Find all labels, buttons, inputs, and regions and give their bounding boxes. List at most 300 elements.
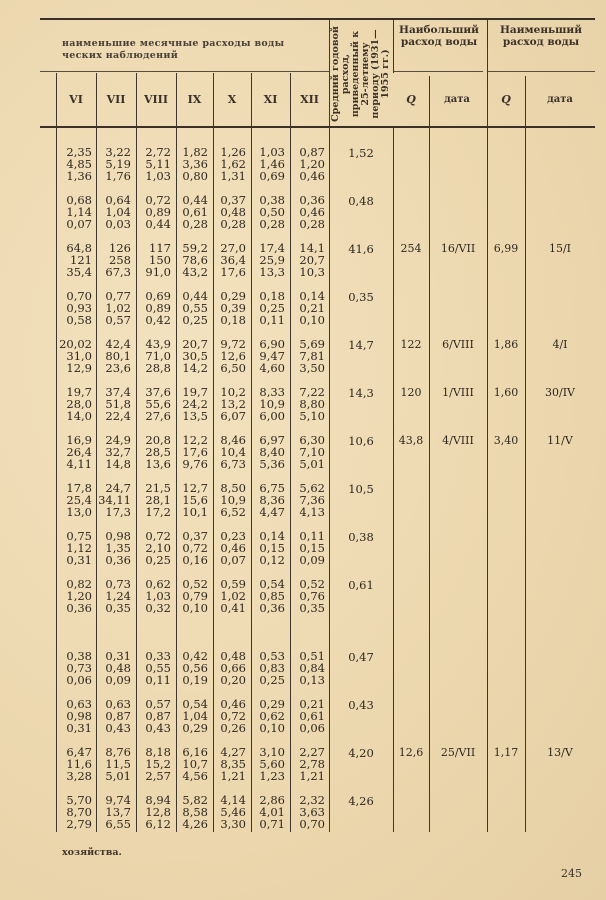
month-cell-ix (168, 242, 208, 278)
max-value: 0,15 (299, 541, 325, 555)
month-cell-ix (168, 434, 208, 470)
max-value: 8,70 (66, 805, 92, 819)
month-cell-viii (131, 194, 171, 230)
month-cell-vi (52, 146, 92, 182)
month-cell-vi (52, 482, 92, 518)
min-q-value: 3,40 (493, 434, 519, 447)
max-q-value: 43,8 (398, 434, 424, 447)
avg-annual-discharge-header (329, 22, 393, 125)
top-rule (40, 18, 595, 20)
max-value: 0,72 (182, 541, 208, 555)
avg-annual-value: 4,26 (348, 794, 374, 808)
mean-value: 0,18 (259, 289, 285, 303)
month-cell-xi (245, 290, 285, 326)
max-value: 8,80 (299, 397, 325, 411)
mean-value: 117 (149, 241, 171, 255)
min-value: 0,41 (220, 601, 246, 615)
min-value: 0,35 (105, 601, 131, 615)
month-header-xii: XII (300, 92, 319, 106)
min-value: 0,43 (145, 721, 171, 735)
min-discharge-header: Наименьший расход воды (500, 24, 582, 48)
mean-value: 0,64 (105, 193, 131, 207)
mean-value: 6,47 (66, 745, 92, 759)
mean-value: 24,9 (105, 433, 131, 447)
month-cell-vii (91, 746, 131, 782)
min-value: 0,09 (299, 553, 325, 567)
month-cell-vii (91, 290, 131, 326)
min-value: 0,06 (66, 673, 92, 687)
mean-value: 19,7 (182, 385, 208, 399)
month-cell-vii (91, 434, 131, 470)
month-cell-x (206, 242, 246, 278)
month-header-viii: VIII (144, 92, 168, 106)
mean-value: 19,7 (66, 385, 92, 399)
column-divider (329, 128, 330, 832)
min-value: 0,36 (105, 553, 131, 567)
max-value: 0,79 (182, 589, 208, 603)
max-value: 0,83 (259, 661, 285, 675)
max-value: 26,4 (66, 445, 92, 459)
month-cell-vi (52, 290, 92, 326)
avg-annual-value: 0,38 (348, 530, 374, 544)
min-value: 0,18 (220, 313, 246, 327)
month-cell-vii (91, 146, 131, 182)
mean-value: 5,82 (182, 793, 208, 807)
column-divider (393, 20, 394, 73)
month-cell-xii (285, 434, 325, 470)
max-date-value: 16/VII (440, 242, 476, 255)
max-value: 32,7 (105, 445, 131, 459)
max-value: 0,62 (259, 709, 285, 723)
mean-value: 1,26 (220, 145, 246, 159)
column-divider (393, 128, 394, 832)
header-separator (40, 71, 329, 72)
avg-annual-value: 14,3 (348, 386, 374, 400)
mean-value: 0,53 (259, 649, 285, 663)
min-value: 23,6 (105, 361, 131, 375)
max-value: 0,25 (259, 301, 285, 315)
min-value: 13,5 (182, 409, 208, 423)
max-value: 5,11 (145, 157, 171, 171)
month-cell-vii (91, 578, 131, 614)
max-value: 20,7 (299, 253, 325, 267)
mean-value: 0,57 (145, 697, 171, 711)
min-q-value: 1,17 (493, 746, 519, 759)
mean-value: 0,82 (66, 577, 92, 591)
min-value: 17,2 (145, 505, 171, 519)
max-value: 0,66 (220, 661, 246, 675)
max-value: 30,5 (182, 349, 208, 363)
min-value: 1,31 (220, 169, 246, 183)
min-value: 43,2 (182, 265, 208, 279)
mean-value: 0,54 (259, 577, 285, 591)
month-cell-x (206, 794, 246, 830)
max-value: 0,89 (145, 301, 171, 315)
max-value: 121 (70, 253, 92, 267)
max-value: 3,63 (299, 805, 325, 819)
mean-value: 1,03 (259, 145, 285, 159)
min-value: 27,6 (145, 409, 171, 423)
month-cell-vii (91, 482, 131, 518)
mean-value: 0,29 (259, 697, 285, 711)
min-value: 91,0 (145, 265, 171, 279)
max-value: 1,14 (66, 205, 92, 219)
avg-annual-value: 10,6 (348, 434, 374, 448)
min-value: 10,1 (182, 505, 208, 519)
max-value: 2,10 (145, 541, 171, 555)
column-divider (429, 128, 430, 832)
max-date-value: 6/VIII (442, 338, 474, 351)
max-value: 2,78 (299, 757, 325, 771)
max-date-header: дата (444, 93, 470, 105)
mean-value: 37,4 (105, 385, 131, 399)
month-cell-ix (168, 386, 208, 422)
month-cell-viii (131, 386, 171, 422)
month-cell-viii (131, 530, 171, 566)
min-value: 0,25 (182, 313, 208, 327)
min-value: 17,3 (105, 505, 131, 519)
min-date-value: 15/I (548, 242, 572, 255)
min-value: 4,56 (182, 769, 208, 783)
max-value: 12,6 (220, 349, 246, 363)
month-cell-ix (168, 578, 208, 614)
max-value: 5,60 (259, 757, 285, 771)
min-value: 0,03 (105, 217, 131, 231)
mean-value: 0,87 (299, 145, 325, 159)
month-header-vii: VII (106, 92, 126, 106)
mean-value: 8,33 (259, 385, 285, 399)
min-value: 0,10 (182, 601, 208, 615)
month-cell-ix (168, 194, 208, 230)
min-value: 2,79 (66, 817, 92, 831)
max-value: 0,46 (299, 205, 325, 219)
min-value: 17,6 (220, 265, 246, 279)
max-value: 25,4 (66, 493, 92, 507)
month-cell-x (206, 194, 246, 230)
min-value: 13,0 (66, 505, 92, 519)
min-value: 1,03 (145, 169, 171, 183)
min-value: 0,16 (182, 553, 208, 567)
mean-value: 2,27 (299, 745, 325, 759)
min-value: 0,31 (66, 721, 92, 735)
column-divider (329, 73, 330, 126)
mean-value: 5,70 (66, 793, 92, 807)
min-value: 9,76 (182, 457, 208, 471)
avg-annual-value: 0,47 (348, 650, 374, 664)
month-cell-viii (131, 146, 171, 182)
month-cell-viii (131, 794, 171, 830)
mean-value: 6,75 (259, 481, 285, 495)
min-value: 0,43 (105, 721, 131, 735)
max-value: 0,56 (182, 661, 208, 675)
min-value: 2,57 (145, 769, 171, 783)
month-cell-xi (245, 242, 285, 278)
month-cell-xii (285, 146, 325, 182)
month-cell-vii (91, 386, 131, 422)
month-cell-xi (245, 698, 285, 734)
avg-annual-value: 0,61 (348, 578, 374, 592)
mean-value: 0,11 (299, 529, 325, 543)
max-value: 71,0 (145, 349, 171, 363)
month-cell-vii (91, 794, 131, 830)
mean-value: 16,9 (66, 433, 92, 447)
max-value: 0,73 (66, 661, 92, 675)
mean-value: 4,14 (220, 793, 246, 807)
min-value: 0,28 (259, 217, 285, 231)
mean-value: 21,5 (145, 481, 171, 495)
max-value: 3,36 (182, 157, 208, 171)
column-divider (525, 128, 526, 832)
page-number: 245 (561, 867, 582, 880)
month-cell-viii (131, 338, 171, 374)
mean-value: 12,7 (182, 481, 208, 495)
month-cell-ix (168, 746, 208, 782)
mean-value: 0,38 (66, 649, 92, 663)
month-cell-xi (245, 434, 285, 470)
min-date-value: 11/V (547, 434, 573, 447)
min-value: 10,3 (299, 265, 325, 279)
month-cell-vii (91, 698, 131, 734)
month-cell-vi (52, 338, 92, 374)
avg-annual-value: 0,35 (348, 290, 374, 304)
min-value: 6,12 (145, 817, 171, 831)
min-value: 0,20 (220, 673, 246, 687)
column-divider (329, 20, 330, 73)
mean-value: 0,31 (105, 649, 131, 663)
mean-value: 0,46 (220, 697, 246, 711)
max-value: 17,6 (182, 445, 208, 459)
mean-value: 17,4 (259, 241, 285, 255)
max-value: 5,46 (220, 805, 246, 819)
min-date-value: 13/V (547, 746, 573, 759)
max-value: 1,62 (220, 157, 246, 171)
max-value: 0,39 (220, 301, 246, 315)
max-value: 11,5 (105, 757, 131, 771)
mean-value: 10,2 (220, 385, 246, 399)
mean-value: 0,70 (66, 289, 92, 303)
mean-value: 3,10 (259, 745, 285, 759)
month-cell-viii (131, 290, 171, 326)
month-cell-xi (245, 578, 285, 614)
max-value: 9,47 (259, 349, 285, 363)
month-cell-xii (285, 794, 325, 830)
mean-value: 8,18 (145, 745, 171, 759)
max-value: 150 (149, 253, 171, 267)
max-q-value: 122 (400, 338, 422, 351)
column-divider (213, 73, 214, 126)
min-date-value: 4/I (552, 338, 568, 351)
mean-value: 5,69 (299, 337, 325, 351)
mean-value: 0,29 (220, 289, 246, 303)
mean-value: 0,14 (299, 289, 325, 303)
mean-value: 20,8 (145, 433, 171, 447)
mean-value: 1,82 (182, 145, 208, 159)
mean-value: 0,52 (299, 577, 325, 591)
min-value: 0,10 (259, 721, 285, 735)
min-value: 0,09 (105, 673, 131, 687)
mean-value: 0,77 (105, 289, 131, 303)
min-value: 14,2 (182, 361, 208, 375)
min-value: 1,21 (220, 769, 246, 783)
max-value: 0,84 (299, 661, 325, 675)
max-value: 28,0 (66, 397, 92, 411)
min-value: 0,26 (220, 721, 246, 735)
max-q-value: 254 (400, 242, 422, 255)
min-value: 0,07 (66, 217, 92, 231)
month-cell-xii (285, 482, 325, 518)
max-value: 0,72 (220, 709, 246, 723)
min-value: 0,12 (259, 553, 285, 567)
mean-value: 0,98 (105, 529, 131, 543)
min-value: 0,07 (220, 553, 246, 567)
max-value: 0,61 (182, 205, 208, 219)
month-header-vi: VI (69, 92, 83, 106)
min-value: 28,8 (145, 361, 171, 375)
mean-value: 3,22 (105, 145, 131, 159)
min-value: 0,28 (182, 217, 208, 231)
min-value: 12,9 (66, 361, 92, 375)
mean-value: 14,1 (299, 241, 325, 255)
min-value: 6,55 (105, 817, 131, 831)
month-cell-xii (285, 290, 325, 326)
min-date-header: дата (547, 93, 573, 105)
max-value: 36,4 (220, 253, 246, 267)
mean-value: 0,69 (145, 289, 171, 303)
max-value: 7,10 (299, 445, 325, 459)
mean-value: 0,36 (299, 193, 325, 207)
mean-value: 42,4 (105, 337, 131, 351)
min-value: 14,8 (105, 457, 131, 471)
mean-value: 20,7 (182, 337, 208, 351)
month-cell-xi (245, 386, 285, 422)
min-value: 0,06 (299, 721, 325, 735)
month-cell-vii (91, 650, 131, 686)
max-value: 0,87 (105, 709, 131, 723)
max-value: 1,46 (259, 157, 285, 171)
max-value: 28,1 (145, 493, 171, 507)
min-value: 5,01 (105, 769, 131, 783)
avg-annual-value: 0,48 (348, 194, 374, 208)
mean-value: 0,52 (182, 577, 208, 591)
mean-value: 20,02 (59, 337, 92, 351)
min-value: 0,80 (182, 169, 208, 183)
max-value: 1,12 (66, 541, 92, 555)
mean-value: 0,37 (220, 193, 246, 207)
min-value: 3,30 (220, 817, 246, 831)
max-value: 1,02 (220, 589, 246, 603)
min-value: 0,71 (259, 817, 285, 831)
max-value: 10,9 (220, 493, 246, 507)
month-cell-x (206, 650, 246, 686)
month-cell-xi (245, 530, 285, 566)
min-value: 0,44 (145, 217, 171, 231)
mean-value: 8,46 (220, 433, 246, 447)
mean-value: 37,6 (145, 385, 171, 399)
max-value: 0,50 (259, 205, 285, 219)
min-value: 0,25 (145, 553, 171, 567)
mean-value: 0,63 (105, 697, 131, 711)
month-cell-vi (52, 194, 92, 230)
max-value: 1,20 (66, 589, 92, 603)
max-value: 10,4 (220, 445, 246, 459)
month-header-ix: IX (187, 92, 202, 106)
min-value: 0,10 (299, 313, 325, 327)
month-cell-vi (52, 434, 92, 470)
min-value: 6,73 (220, 457, 246, 471)
column-divider (96, 73, 97, 126)
max-q-value: 12,6 (398, 746, 424, 759)
max-value: 1,04 (105, 205, 131, 219)
month-cell-ix (168, 794, 208, 830)
min-value: 0,35 (299, 601, 325, 615)
max-value: 0,93 (66, 301, 92, 315)
max-value: 13,2 (220, 397, 246, 411)
month-cell-x (206, 482, 246, 518)
min-value: 4,47 (259, 505, 285, 519)
avg-annual-value: 14,7 (348, 338, 374, 352)
column-divider (136, 73, 137, 126)
max-value: 15,6 (182, 493, 208, 507)
max-value: 0,48 (220, 205, 246, 219)
mean-value: 0,51 (299, 649, 325, 663)
min-value: 0,36 (66, 601, 92, 615)
max-value: 25,9 (259, 253, 285, 267)
max-value: 51,8 (105, 397, 131, 411)
caption-line-1: наименьшие месячные расходы воды (62, 38, 285, 49)
month-cell-vi (52, 794, 92, 830)
month-cell-xi (245, 482, 285, 518)
month-cell-ix (168, 146, 208, 182)
max-q-header: Q (406, 92, 416, 106)
max-value: 5,19 (105, 157, 131, 171)
mean-value: 9,74 (105, 793, 131, 807)
month-cell-xi (245, 194, 285, 230)
min-value: 0,70 (299, 817, 325, 831)
mean-value: 5,62 (299, 481, 325, 495)
avg-annual-value: 0,43 (348, 698, 374, 712)
header-bottom-rule (40, 126, 595, 128)
mean-value: 0,21 (299, 697, 325, 711)
min-date-value: 30/IV (545, 386, 575, 399)
month-cell-viii (131, 242, 171, 278)
avg-annual-discharge-label: Средний годовой расход, приведенный к 25-летнему периоду (1931—1955 гг.) (330, 25, 391, 122)
max-value: 0,55 (182, 301, 208, 315)
month-cell-xi (245, 338, 285, 374)
mean-value: 0,72 (145, 193, 171, 207)
mean-value: 27,0 (220, 241, 246, 255)
max-value: 1,24 (105, 589, 131, 603)
max-discharge-header: Наибольший расход воды (399, 24, 479, 48)
month-cell-xii (285, 650, 325, 686)
mean-value: 0,38 (259, 193, 285, 207)
month-cell-xii (285, 242, 325, 278)
min-q-value: 1,86 (493, 338, 519, 351)
month-cell-vii (91, 530, 131, 566)
month-cell-ix (168, 290, 208, 326)
mean-value: 2,35 (66, 145, 92, 159)
month-cell-xii (285, 530, 325, 566)
max-value: 258 (109, 253, 131, 267)
min-q-value: 6,99 (493, 242, 519, 255)
min-value: 0,28 (220, 217, 246, 231)
mean-value: 7,22 (299, 385, 325, 399)
month-cell-x (206, 146, 246, 182)
max-value: 0,15 (259, 541, 285, 555)
month-cell-ix (168, 338, 208, 374)
min-value: 0,69 (259, 169, 285, 183)
max-date-value: 25/VII (440, 746, 476, 759)
month-cell-x (206, 386, 246, 422)
